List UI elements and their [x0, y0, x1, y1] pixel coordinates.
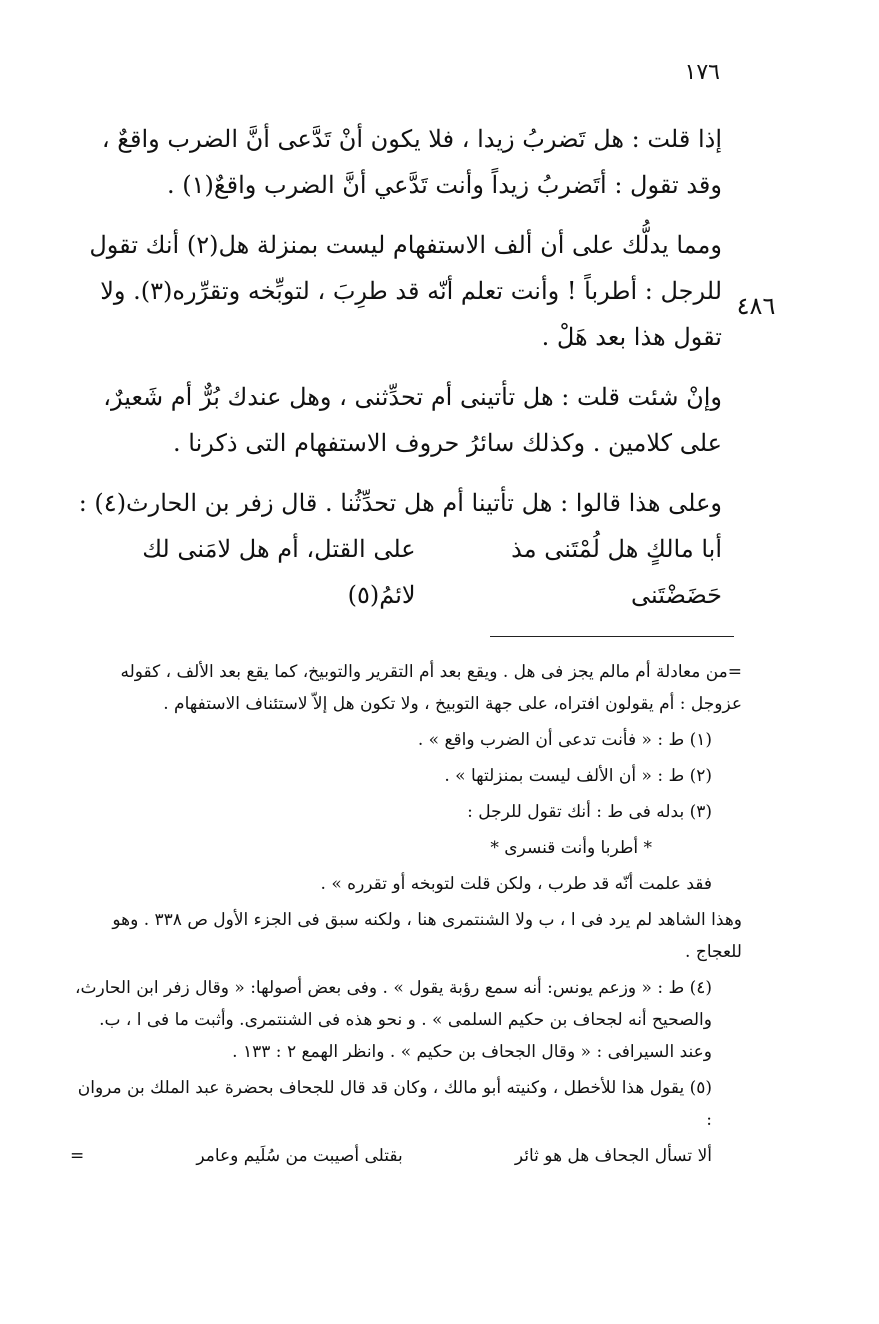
- footnote-3-verse: * أطربا وأنت قنسرى *: [490, 838, 652, 858]
- verse-hemistich-left: على القتل، أم هل لامَنى لك لائمُ(٥): [142, 535, 416, 609]
- footnote-2: (٢) ط : « أن الألف ليست بمنزلتها » .: [444, 766, 712, 786]
- footnote-divider: [490, 636, 734, 637]
- footnote-1: (١) ط : « فأنت تدعى أن الضرب واقع » .: [417, 730, 712, 750]
- continuation-mark: =: [70, 1146, 85, 1166]
- footnote-5: (٥) يقول هذا للأخطل ، وكنيته أبو مالك ، وكان قد قال للجحاف بحضرة عبد الملك بن مروان :: [77, 1078, 712, 1130]
- verse-hemistich-right: أبا مالكٍ هل لُمْتَنى مذ حَضَضْتَنى: [511, 535, 722, 609]
- paragraph-4: وعلى هذا قالوا : هل تأتينا أم هل تحدِّثُنا . قال زفر بن الحارث(٤) :: [78, 489, 722, 517]
- footnote-3-line-1: (٣) بدله فى ط : أنك تقول للرجل :: [467, 802, 712, 822]
- footnote-3-line-2: فقد علمت أنّه قد طرب ، ولكن قلت لتوبخه أو تقرره » .: [320, 874, 712, 894]
- footnote-4: (٤) ط : « وزعم يونس: أنه سمع رؤبة يقول » . وفى بعض أصولها: « وقال زفر ابن الحارث، والصحيح أنه لجحاف بن حكيم السلمى » . و نحو هذه فى الشنتمرى. وأثبت ما فى ا ، ب. وعند السيرافى : « وقال الجحاف بن حكيم » . وانظر الهمع ٢ : ١٣٣ .: [75, 978, 712, 1062]
- main-text: [70, 116, 722, 632]
- margin-number: ٤٨٦: [736, 292, 776, 320]
- page-number: ١٧٦: [684, 60, 720, 85]
- footnote-verse-left: بقتلى أصيبت من سُلَيم وعامر: [196, 1146, 403, 1166]
- footnotes: [70, 656, 742, 1176]
- paragraph-2: ومما يدلُّك على أن ألف الاستفهام ليست بمنزلة هل(٢) أنك تقول للرجل : أطرباً ! وأنت تعلم أنّه قد طرِبَ ، لتوبِّخه وتقرِّره(٣). ولا تقول هذا بعد هَلْ .: [89, 231, 722, 351]
- footnote-continuation: =من معادلة أم مالم يجز فى هل . ويقع بعد أم التقرير والتوبيخ، كما يقع بعد الألف ، كقوله عزوجل : أم يقولون افتراه، على جهة التوبيخ ، ولا تكون هل إلاّ لاستئناف الاستفهام .: [120, 662, 742, 714]
- paragraph-1: إذا قلت : هل تَضربُ زيدا ، فلا يكون أنْ تَدَّعى أنَّ الضرب واقعٌ ، وقد تقول : أتَضربُ زيداً وأنت تَدَّعي أنَّ الضرب واقعٌ(١) .: [101, 125, 722, 199]
- footnote-3-line-3: وهذا الشاهد لم يرد فى ا ، ب ولا الشنتمرى هنا ، ولكنه سبق فى الجزء الأول ص ٣٣٨ . وهو للعجاج .: [112, 910, 742, 962]
- footnote-verse-right: ألا تسأل الجحاف هل هو ثائر: [514, 1146, 712, 1166]
- paragraph-3: وإنْ شئت قلت : هل تأتينى أم تحدِّثنى ، وهل عندك بُرٌّ أم شَعيرٌ، على كلامين . وكذلك سائرُ حروف الاستفهام التى ذكرنا .: [103, 383, 722, 457]
- footnote-5-verse: [70, 1140, 742, 1172]
- verse-line: [70, 526, 722, 618]
